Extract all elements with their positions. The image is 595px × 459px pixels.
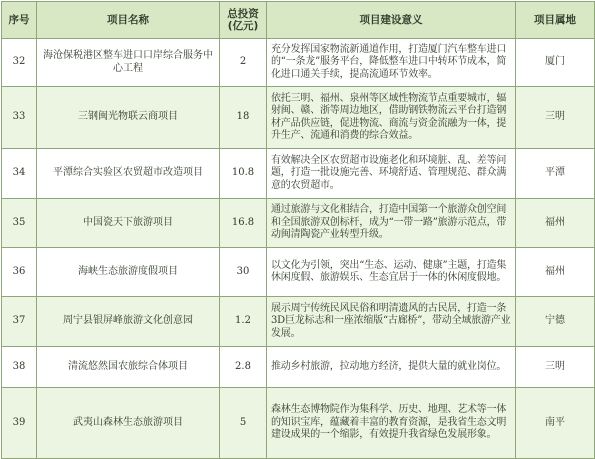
cell-investment: 10.8: [220, 149, 267, 199]
header-location: 项目属地: [516, 2, 595, 39]
table-row: [2, 39, 595, 87]
cell-investment: 16.8: [220, 199, 267, 248]
cell-investment: 18: [220, 87, 267, 149]
cell-location: 厦门: [516, 39, 595, 87]
cell-seq: 39: [2, 388, 37, 459]
header-significance: 项目建设意义: [267, 2, 516, 39]
cell-investment: 2.8: [220, 347, 267, 388]
cell-project-name: 武夷山森林生态旅游项目: [37, 388, 220, 459]
cell-seq: 37: [2, 297, 37, 347]
cell-project-name: 周宁县银屏峰旅游文化创意园: [37, 297, 220, 347]
cell-location: 三明: [516, 347, 595, 388]
cell-seq: 32: [2, 39, 37, 87]
table-row: [2, 388, 595, 459]
table-row: [2, 297, 595, 347]
cell-investment: 1.2: [220, 297, 267, 347]
cell-seq: 35: [2, 199, 37, 248]
cell-project-name: 海沧保税港区整车进口口岸综合服务中心工程: [37, 39, 220, 87]
cell-significance: 以文化为引领，突出“生态、运动、健康”主题，打造集休闲度假、旅游娱乐、生态宜居于一体的休闲度假地。: [267, 248, 516, 297]
cell-project-name: 三钢闽光物联云商项目: [37, 87, 220, 149]
table-row: [2, 347, 595, 388]
cell-significance: 有效解决全区农贸超市设施老化和环境脏、乱、差等问题，打造一批设施完善、环境舒适、管理规范、群众满意的农贸超市。: [267, 149, 516, 199]
cell-seq: 33: [2, 87, 37, 149]
header-investment-unit: (亿元): [227, 20, 259, 32]
cell-seq: 36: [2, 248, 37, 297]
cell-significance: 依托三明、福州、泉州等区域性物流节点重要城市，辐射闽、赣、浙等周边地区，借助钢铁物流云平台打造钢材产品供应链，促进物流、商流与资金流融为一体，提升生产、流通和消费的综合效益。: [267, 87, 516, 149]
cell-project-name: 平潭综合实验区农贸超市改造项目: [37, 149, 220, 199]
cell-investment: 30: [220, 248, 267, 297]
cell-significance: 展示周宁传统民风民俗和明清遗风的古民居，打造一条3D巨龙标志和一座浓缩版“古廊桥”，带动全域旅游产业发展。: [267, 297, 516, 347]
cell-project-name: 中国瓷天下旅游项目: [37, 199, 220, 248]
table-row: [2, 248, 595, 297]
cell-significance: 森林生态博物院作为集科学、历史、地理、艺术等一体的知识宝库，蕴藏着丰富的教育资源，是我省生态文明建设成果的一个缩影，有效提升我省绿色发展形象。: [267, 388, 516, 459]
cell-investment: 5: [220, 388, 267, 459]
cell-location: 南平: [516, 388, 595, 459]
cell-location: 福州: [516, 199, 595, 248]
cell-significance: 通过旅游与文化相结合，打造中国第一个旅游众创空间和全国旅游双创标杆，成为“一带一路”旅游示范点，带动闽清陶瓷产业转型升级。: [267, 199, 516, 248]
table-header-row: [2, 2, 595, 39]
cell-project-name: 海峡生态旅游度假项目: [37, 248, 220, 297]
header-seq: 序号: [2, 2, 37, 39]
cell-investment: 2: [220, 39, 267, 87]
cell-seq: 34: [2, 149, 37, 199]
header-project-name: 项目名称: [37, 2, 220, 39]
cell-location: 平潭: [516, 149, 595, 199]
cell-significance: 推动乡村旅游，拉动地方经济，提供大量的就业岗位。: [267, 347, 516, 388]
cell-significance: 充分发挥国家物流新通道作用，打造厦门汽车整车进口的“一条龙”服务平台，降低整车进口中转环节成本，简化进口通关手续，提高流通环节效率。: [267, 39, 516, 87]
table-row: [2, 87, 595, 149]
project-table: [1, 1, 595, 459]
cell-location: 三明: [516, 87, 595, 149]
table-row: [2, 149, 595, 199]
header-investment-label: 总投资: [227, 8, 259, 20]
table-row: [2, 199, 595, 248]
cell-location: 福州: [516, 248, 595, 297]
cell-location: 宁德: [516, 297, 595, 347]
cell-project-name: 清流悠然国农旅综合体项目: [37, 347, 220, 388]
cell-seq: 38: [2, 347, 37, 388]
header-investment: [220, 2, 267, 39]
